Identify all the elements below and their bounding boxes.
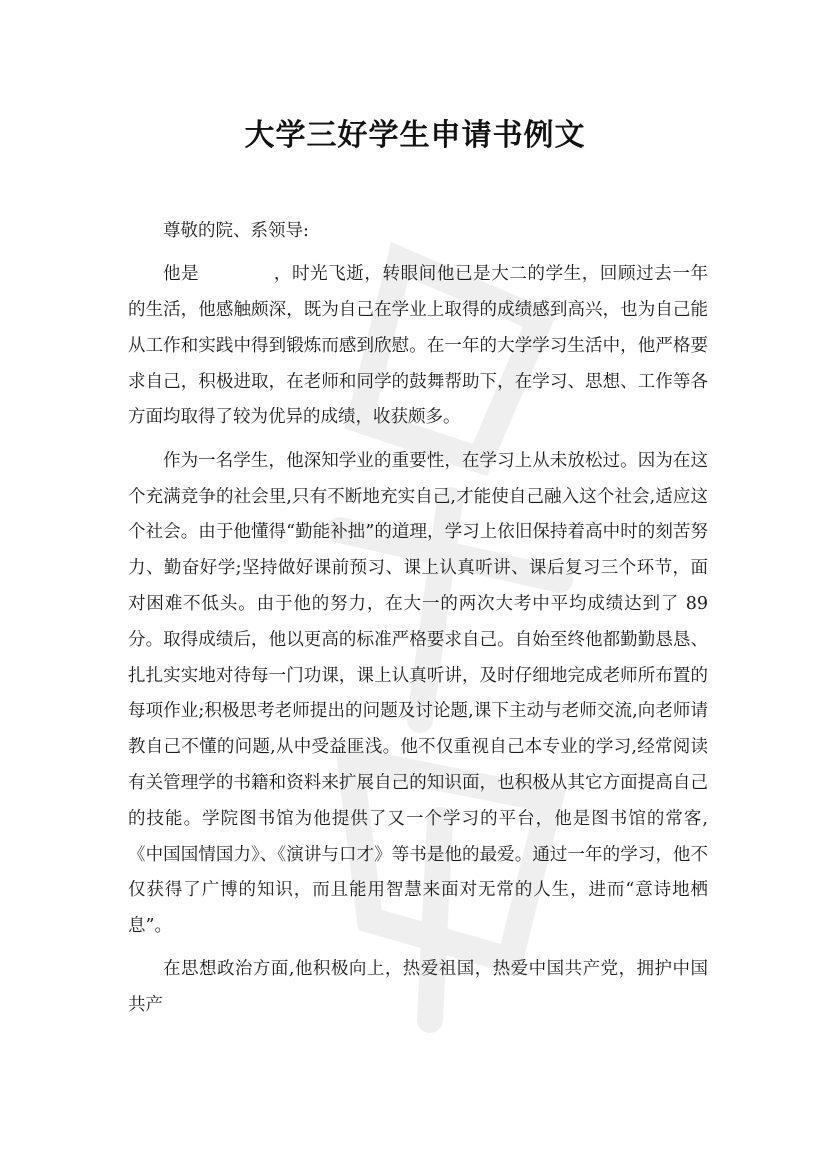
paragraph-2: 作为一名学生，他深知学业的重要性，在学习上从未放松过。因为在这个充满竞争的社会里,只有不断地充实自己,才能使自己融入这个社会,适应这个社会。由于他懂得“勤能补拙”的道理，学习上依旧保持着高中时的刻苦努力、勤奋好学;坚持做好课前预习、课上认真听讲、课后复习三个环节，面对困难不低头。由于他的努力，在大一的两次大考中平均成绩达到了 89 分。取得成绩后，他以更高的标准严格要求自己。自始至终他都勤勤恳恳、扎扎实实地对待每一门功课，课上认真听讲，及时仔细地完成老师所布置的每项作业;积极思考老师提出的问题及讨论题,课下主动与老师交流,向老师请教自己不懂的问题,从中受益匪浅。他不仅重视自己本专业的学习,经常阅读有关管理学的书籍和资料来扩展自己的知识面，也积极从其它方面提高自己的技能。学院图书馆为他提供了又一个学习的平台，他是图书馆的常客,《中国国情国力》、《演讲与口才》等书是他的最爱。通过一年的学习，他不仅获得了广博的知识，而且能用智慧来面对无常的人生，进而“意诗地栖息”。 [128, 450, 708, 937]
paragraph-1-text: ，时光飞逝，转眼间他已是大二的学生，回顾过去一年的生活，他感触颇深，既为自己在学业上取得的成绩感到高兴，也为自己能从工作和实践中得到锻炼而感到欣慰。在一年的大学学习生活中，他严格要求自己，积极进取，在老师和同学的鼓舞帮助下，在学习、思想、工作等各方面均取得了较为优异的成绩，收获颇多。 [128, 264, 709, 428]
salutation: 尊敬的院、系领导: [163, 221, 309, 241]
paragraph-1 [128, 257, 708, 436]
document-body [128, 214, 708, 1032]
paragraph-1-lead: 他是 [163, 264, 200, 285]
paragraph-3: 在思想政治方面,他积极向上，热爱祖国，热爱中国共产党，拥护中国共产 [128, 959, 708, 1016]
document-title: 大学三好学生申请书例文 [244, 118, 586, 153]
